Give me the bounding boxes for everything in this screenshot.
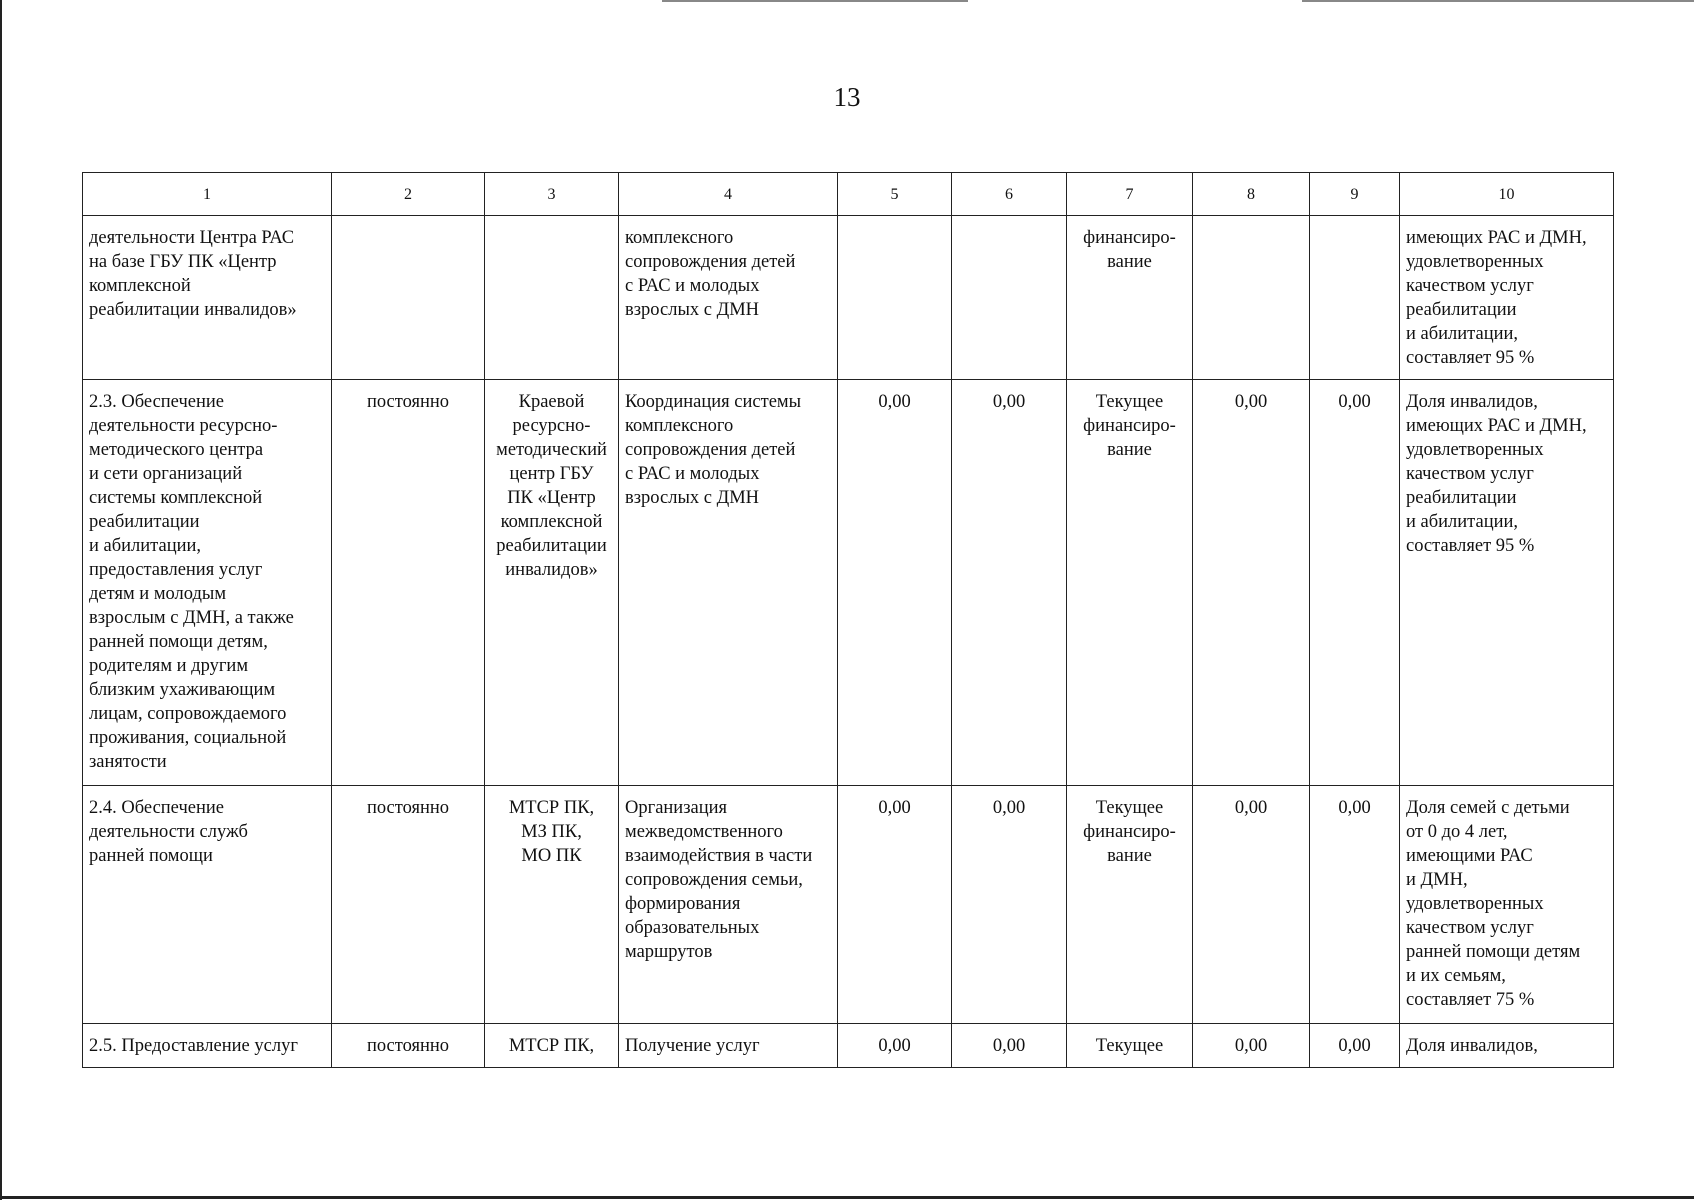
cell-value: 0,00 (952, 380, 1067, 786)
header-cell: 3 (485, 173, 619, 216)
cell-financing: Текущее (1067, 1024, 1193, 1068)
scan-border-bottom (0, 1196, 1694, 1199)
cell-indicator: имеющих РАС и ДМН, удовлетворенных качеством услуг реабилитации и абилитации, составляет 95 % (1400, 216, 1614, 380)
table-row (83, 380, 1614, 786)
cell-indicator: Доля инвалидов, имеющих РАС и ДМН, удовлетворенных качеством услуг реабилитации и абилитации, составляет 95 % (1400, 380, 1614, 786)
table-row (83, 216, 1614, 380)
cell-executor: МТСР ПК, (485, 1024, 619, 1068)
header-cell: 6 (952, 173, 1067, 216)
cell-value: 0,00 (838, 786, 952, 1024)
cell-term: постоянно (332, 786, 485, 1024)
cell-value (1193, 216, 1310, 380)
cell-activity: 2.3. Обеспечение деятельности ресурсно- методического центра и сети организаций системы комплексной реабилитации и абилитации, предоставления услуг детям и молодым взрослым с ДМН, а также ранней помощи детям, родителям и другим близким ухаживающим лицам, сопровождаемого проживания, социальной занятости (83, 380, 332, 786)
scan-top-line (662, 0, 968, 2)
cell-activity: деятельности Центра РАС на базе ГБУ ПК «Центр комплексной реабилитации инвалидов» (83, 216, 332, 380)
cell-value: 0,00 (1193, 786, 1310, 1024)
cell-value: 0,00 (838, 380, 952, 786)
page-number: 13 (833, 82, 861, 112)
cell-indicator: Доля семей с детьми от 0 до 4 лет, имеющими РАС и ДМН, удовлетворенных качеством услуг ранней помощи детям и их семьям, составляет 75 % (1400, 786, 1614, 1024)
cell-financing: Текущее финансиро- вание (1067, 786, 1193, 1024)
header-cell: 5 (838, 173, 952, 216)
cell-value: 0,00 (952, 786, 1067, 1024)
cell-value: 0,00 (952, 1024, 1067, 1068)
cell-value: 0,00 (1193, 380, 1310, 786)
scan-top-line (1302, 0, 1694, 2)
cell-value (952, 216, 1067, 380)
cell-executor: Краевой ресурсно- методический центр ГБУ ПК «Центр комплексной реабилитации инвалидов» (485, 380, 619, 786)
cell-executor (485, 216, 619, 380)
cell-indicator: Доля инвалидов, (1400, 1024, 1614, 1068)
cell-value: 0,00 (1310, 380, 1400, 786)
cell-value (838, 216, 952, 380)
plan-table (82, 172, 1614, 1068)
table-row (83, 786, 1614, 1024)
cell-term (332, 216, 485, 380)
header-row (83, 173, 1614, 216)
cell-result: Получение услуг (619, 1024, 838, 1068)
cell-result: Координация системы комплексного сопровождения детей с РАС и молодых взрослых с ДМН (619, 380, 838, 786)
cell-term: постоянно (332, 380, 485, 786)
scan-border-left (0, 0, 2, 1200)
cell-value: 0,00 (838, 1024, 952, 1068)
cell-value: 0,00 (1193, 1024, 1310, 1068)
cell-activity: 2.5. Предоставление услуг (83, 1024, 332, 1068)
header-cell: 8 (1193, 173, 1310, 216)
cell-value: 0,00 (1310, 786, 1400, 1024)
cell-value (1310, 216, 1400, 380)
header-cell: 1 (83, 173, 332, 216)
cell-result: комплексного сопровождения детей с РАС и молодых взрослых с ДМН (619, 216, 838, 380)
cell-financing: финансиро- вание (1067, 216, 1193, 380)
cell-activity: 2.4. Обеспечение деятельности служб ранней помощи (83, 786, 332, 1024)
cell-value: 0,00 (1310, 1024, 1400, 1068)
table-row (83, 1024, 1614, 1068)
header-cell: 4 (619, 173, 838, 216)
header-cell: 7 (1067, 173, 1193, 216)
cell-executor: МТСР ПК, МЗ ПК, МО ПК (485, 786, 619, 1024)
cell-financing: Текущее финансиро- вание (1067, 380, 1193, 786)
header-cell: 9 (1310, 173, 1400, 216)
cell-result: Организация межведомственного взаимодействия в части сопровождения семьи, формирования образовательных маршрутов (619, 786, 838, 1024)
cell-term: постоянно (332, 1024, 485, 1068)
header-cell: 10 (1400, 173, 1614, 216)
header-cell: 2 (332, 173, 485, 216)
